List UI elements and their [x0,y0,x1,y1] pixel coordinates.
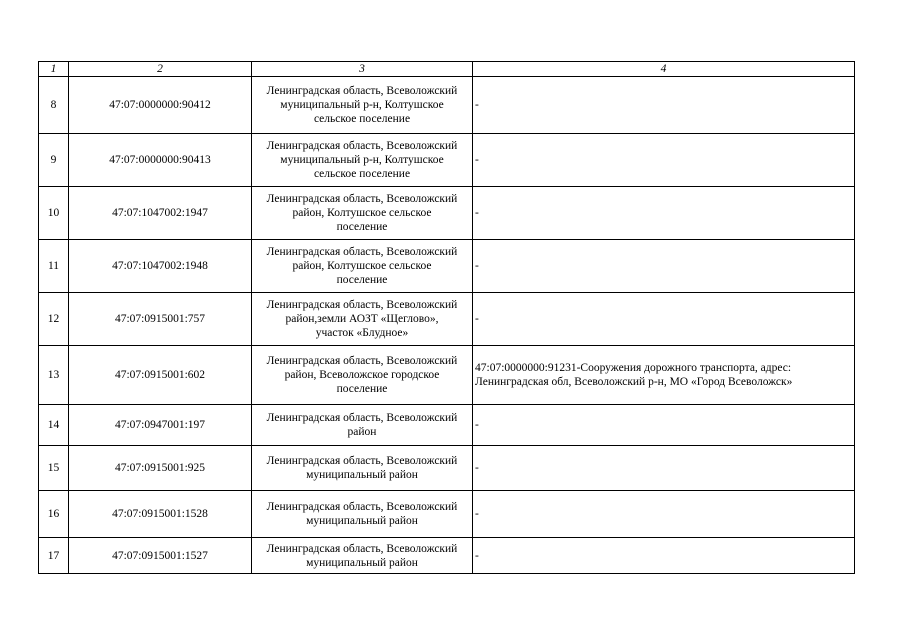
cadastral-number: 47:07:0915001:925 [69,446,252,491]
address-line: муниципальный район [306,556,418,569]
header-col-4: 4 [473,62,855,77]
note-line: - [475,154,479,166]
table-row [39,77,855,134]
address-line: участок «Блудное» [315,327,409,339]
row-number: 15 [39,446,69,491]
note-line: 47:07:0000000:91231-Сооружения дорожного транспорта, адрес: [475,362,792,374]
note-line: - [475,549,479,562]
row-number: 16 [39,491,69,538]
header-col-1: 1 [39,62,69,77]
cadastral-number: 47:07:0915001:1528 [69,491,252,538]
table-row [39,346,855,405]
address-line: Ленинградская область, Всеволожский [266,193,458,205]
cadastral-number: 47:07:0000000:90413 [69,134,252,187]
address-line: район, Колтушское сельское [292,260,432,272]
address-cell [252,134,473,187]
address-cell [252,240,473,293]
address-line: Ленинградская область, Всеволожский [266,246,458,258]
note-line: Ленинградская обл, Всеволожский р-н, МО «Город Всеволожск» [475,376,793,388]
note-line: - [475,462,479,474]
table-row [39,134,855,187]
address-line: район,земли АОЗТ «Щеглово», [285,313,439,325]
row-number: 12 [39,293,69,346]
address-line: Ленинградская область, Всеволожский [266,542,458,555]
table-row [39,293,855,346]
address-cell [252,405,473,446]
note-line: - [475,207,479,219]
address-line: Ленинградская область, Всеволожский [266,85,458,97]
table-row [39,446,855,491]
address-line: поселение [336,274,388,286]
header-col-3: 3 [252,62,473,77]
address-line: сельское поселение [313,168,411,180]
address-line: район [347,426,377,438]
row-number: 13 [39,346,69,405]
note-cell [473,491,855,538]
address-line: Ленинградская область, Всеволожский [266,355,458,367]
row-number: 11 [39,240,69,293]
table-row [39,405,855,446]
address-cell [252,187,473,240]
address-line: муниципальный р-н, Колтушское [280,99,444,111]
row-number: 10 [39,187,69,240]
table-row [39,187,855,240]
note-cell [473,240,855,293]
note-line: - [475,419,479,431]
address-cell [252,538,473,574]
note-line: - [475,99,479,111]
address-line: муниципальный р-н, Колтушское [280,154,444,166]
table-body [39,77,855,574]
table-row [39,240,855,293]
address-line: муниципальный район [306,515,418,527]
address-cell [252,491,473,538]
address-cell [252,446,473,491]
address-cell [252,77,473,134]
cadastral-number: 47:07:0915001:602 [69,346,252,405]
row-number: 17 [39,538,69,574]
address-line: сельское поселение [313,113,411,125]
cadastral-number: 47:07:0000000:90412 [69,77,252,134]
row-number: 8 [39,77,69,134]
cadastral-number: 47:07:0915001:757 [69,293,252,346]
address-line: Ленинградская область, Всеволожский [266,140,458,152]
address-cell [252,346,473,405]
note-cell [473,293,855,346]
address-line: Ленинградская область, Всеволожский [266,412,458,424]
address-line: Ленинградская область, Всеволожский [266,501,458,513]
address-cell [252,293,473,346]
address-line: Ленинградская область, Всеволожский [266,455,458,467]
note-cell [473,538,855,574]
address-line: Ленинградская область, Всеволожский [266,299,458,311]
table-header [39,62,855,77]
address-line: поселение [336,221,388,233]
table-row [39,538,855,574]
table-row [39,491,855,538]
address-line: район, Колтушское сельское [292,207,432,219]
header-col-2: 2 [69,62,252,77]
row-number: 14 [39,405,69,446]
cadastral-number: 47:07:1047002:1947 [69,187,252,240]
cadastral-number: 47:07:1047002:1948 [69,240,252,293]
note-line: - [475,508,479,520]
cadastral-number: 47:07:0915001:1527 [69,538,252,574]
cadastral-number: 47:07:0947001:197 [69,405,252,446]
note-line: - [475,313,479,325]
note-cell [473,187,855,240]
row-number: 9 [39,134,69,187]
note-cell [473,446,855,491]
note-line: - [475,260,479,272]
note-cell [473,77,855,134]
note-cell [473,134,855,187]
header-row [39,62,855,77]
note-cell [473,405,855,446]
note-cell [473,346,855,405]
address-line: район, Всеволожское городское [284,369,440,381]
address-line: поселение [336,383,388,395]
address-line: муниципальный район [306,469,418,481]
cadastral-table [38,61,855,574]
